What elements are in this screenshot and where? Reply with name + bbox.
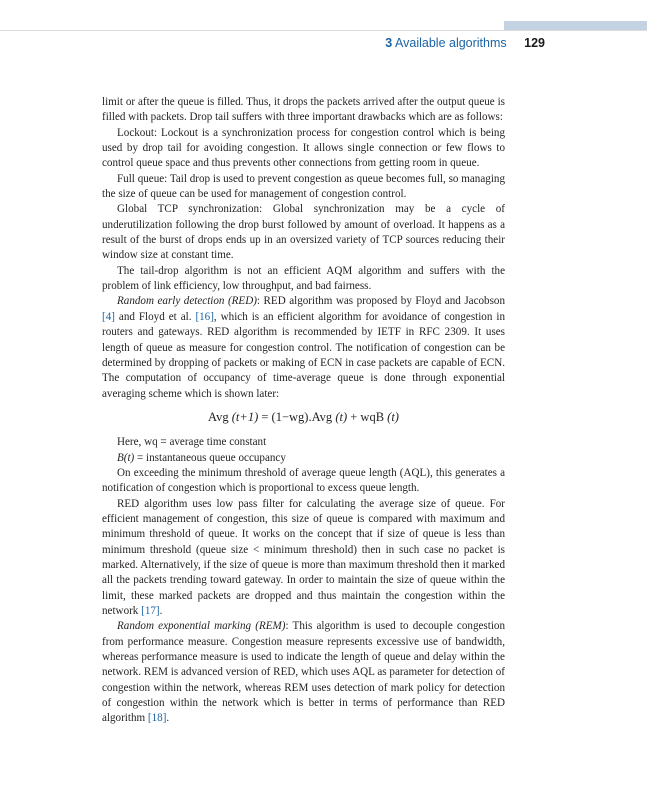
- eq-equals: =: [258, 409, 272, 424]
- paragraph-aql: On exceeding the minimum threshold of average queue length (AQL), this generates a notification of congestion which is proportional to excess queue length.: [102, 466, 505, 495]
- eq-plus: + wqB: [347, 409, 385, 424]
- eq-factor: (1−wg): [271, 409, 309, 424]
- red-term: Random early detection (RED): [117, 295, 257, 308]
- eq-lhs-arg: (t+1): [231, 409, 259, 424]
- paragraph-rem: [102, 619, 505, 726]
- red-filter-text: RED algorithm uses low pass filter for calculating the average size of queue. For efficient management of congestion, this size of queue is compared with maximum and minimum threshold of queue. It works on the concept that if size of queue is less than minimum threshold (queue size < minimum threshold) then in such case no packet is marked. Alternatively, if the size of queue is more than maximum threshold then it marked all the packets trending toward gateway. In order to maintain the size of queue within the limit, these marked packets are dropped and thus maintain the congestion within the network: [102, 497, 505, 617]
- paragraph-red-filter: [102, 497, 505, 620]
- rem-text: : This algorithm is used to decouple congestion from performance measure. Congestion measure represents excessive use of bandwidth, whereas performance measure is used to indicate the length of queue and delay within the network. REM is advanced version of RED, which uses AQL as parameter for detection of congestion within the network, whereas REM uses detection of mark policy for detection of congestion within the network which is better in terms of performance than RED algorithm: [102, 620, 506, 725]
- paragraph-bt-definition: [102, 451, 505, 466]
- page-number: 129: [524, 36, 545, 50]
- section-title: Available algorithms: [395, 36, 507, 50]
- paragraph-global-sync: Global TCP synchronization: Global synchronization may be a cycle of underutilization following the drop burst followed by amount of overload. It happens as a result of the burst of drops ends up in an oversized variety of TCP sources reducing their window size at constant time.: [102, 203, 505, 262]
- bt-text: = instantaneous queue occupancy: [134, 451, 286, 464]
- eq-mid-arg: (t): [335, 409, 348, 424]
- eq-mid: .Avg: [308, 409, 333, 424]
- reference-link-4[interactable]: [4]: [102, 310, 115, 323]
- running-head: [360, 36, 545, 50]
- red-text-c: , which is an efficient algorithm for avoidance of congestion in routers and gateways. RED algorithm is recommended by IETF in RFC 2309. It uses length of queue as measure for congestion control. The notification of congestion can be determined by dropping of packets or making of ECN in case packets are capable of ECN. The computation of occupancy of time-average queue is done through exponential averaging scheme which is shown later:: [102, 310, 505, 400]
- reference-link-16[interactable]: [16]: [195, 310, 214, 323]
- reference-link-17[interactable]: [17]: [141, 605, 160, 617]
- reference-link-18[interactable]: [18]: [147, 712, 167, 725]
- paragraph-wq-definition: Here, wq = average time constant: [117, 436, 267, 449]
- paragraph-tail-drop-summary: The tail-drop algorithm is not an efficient AQM algorithm and suffers with the problem of link efficiency, low throughput, and bad fairness.: [102, 264, 505, 293]
- red-average-equation: [102, 410, 505, 425]
- paragraph-drop-tail-intro: limit or after the queue is filled. Thus, it drops the packets arrived after the output queue is filled with packets. Drop tail suffers with three important drawbacks which are as follows:: [102, 96, 505, 124]
- paragraph-lockout: Lockout: Lockout is a synchronization process for congestion control which is being used by drop tail for avoiding congestion. It allows single connection or few flows to control queue space and thus prevents other connections from getting room in queue.: [102, 126, 505, 170]
- eq-end-arg: (t): [387, 409, 399, 424]
- rem-end: .: [166, 712, 170, 725]
- paragraph-red: [102, 294, 505, 401]
- eq-lhs: Avg: [208, 409, 229, 424]
- red-text-a: : RED algorithm was proposed by Floyd and Jacobson: [256, 295, 505, 308]
- paragraph-full-queue: Full queue: Tail drop is used to prevent congestion as queue becomes full, so managing the size of queue can be used for management of congestion control.: [102, 172, 505, 201]
- bt-variable: B(t): [117, 451, 135, 464]
- red-filter-end: .: [159, 605, 163, 617]
- header-rule: [0, 30, 647, 31]
- red-text-b: and Floyd et al.: [114, 310, 196, 323]
- body-text: [102, 95, 505, 727]
- section-number: 3: [385, 36, 393, 50]
- rem-term: Random exponential marking (REM): [117, 620, 286, 633]
